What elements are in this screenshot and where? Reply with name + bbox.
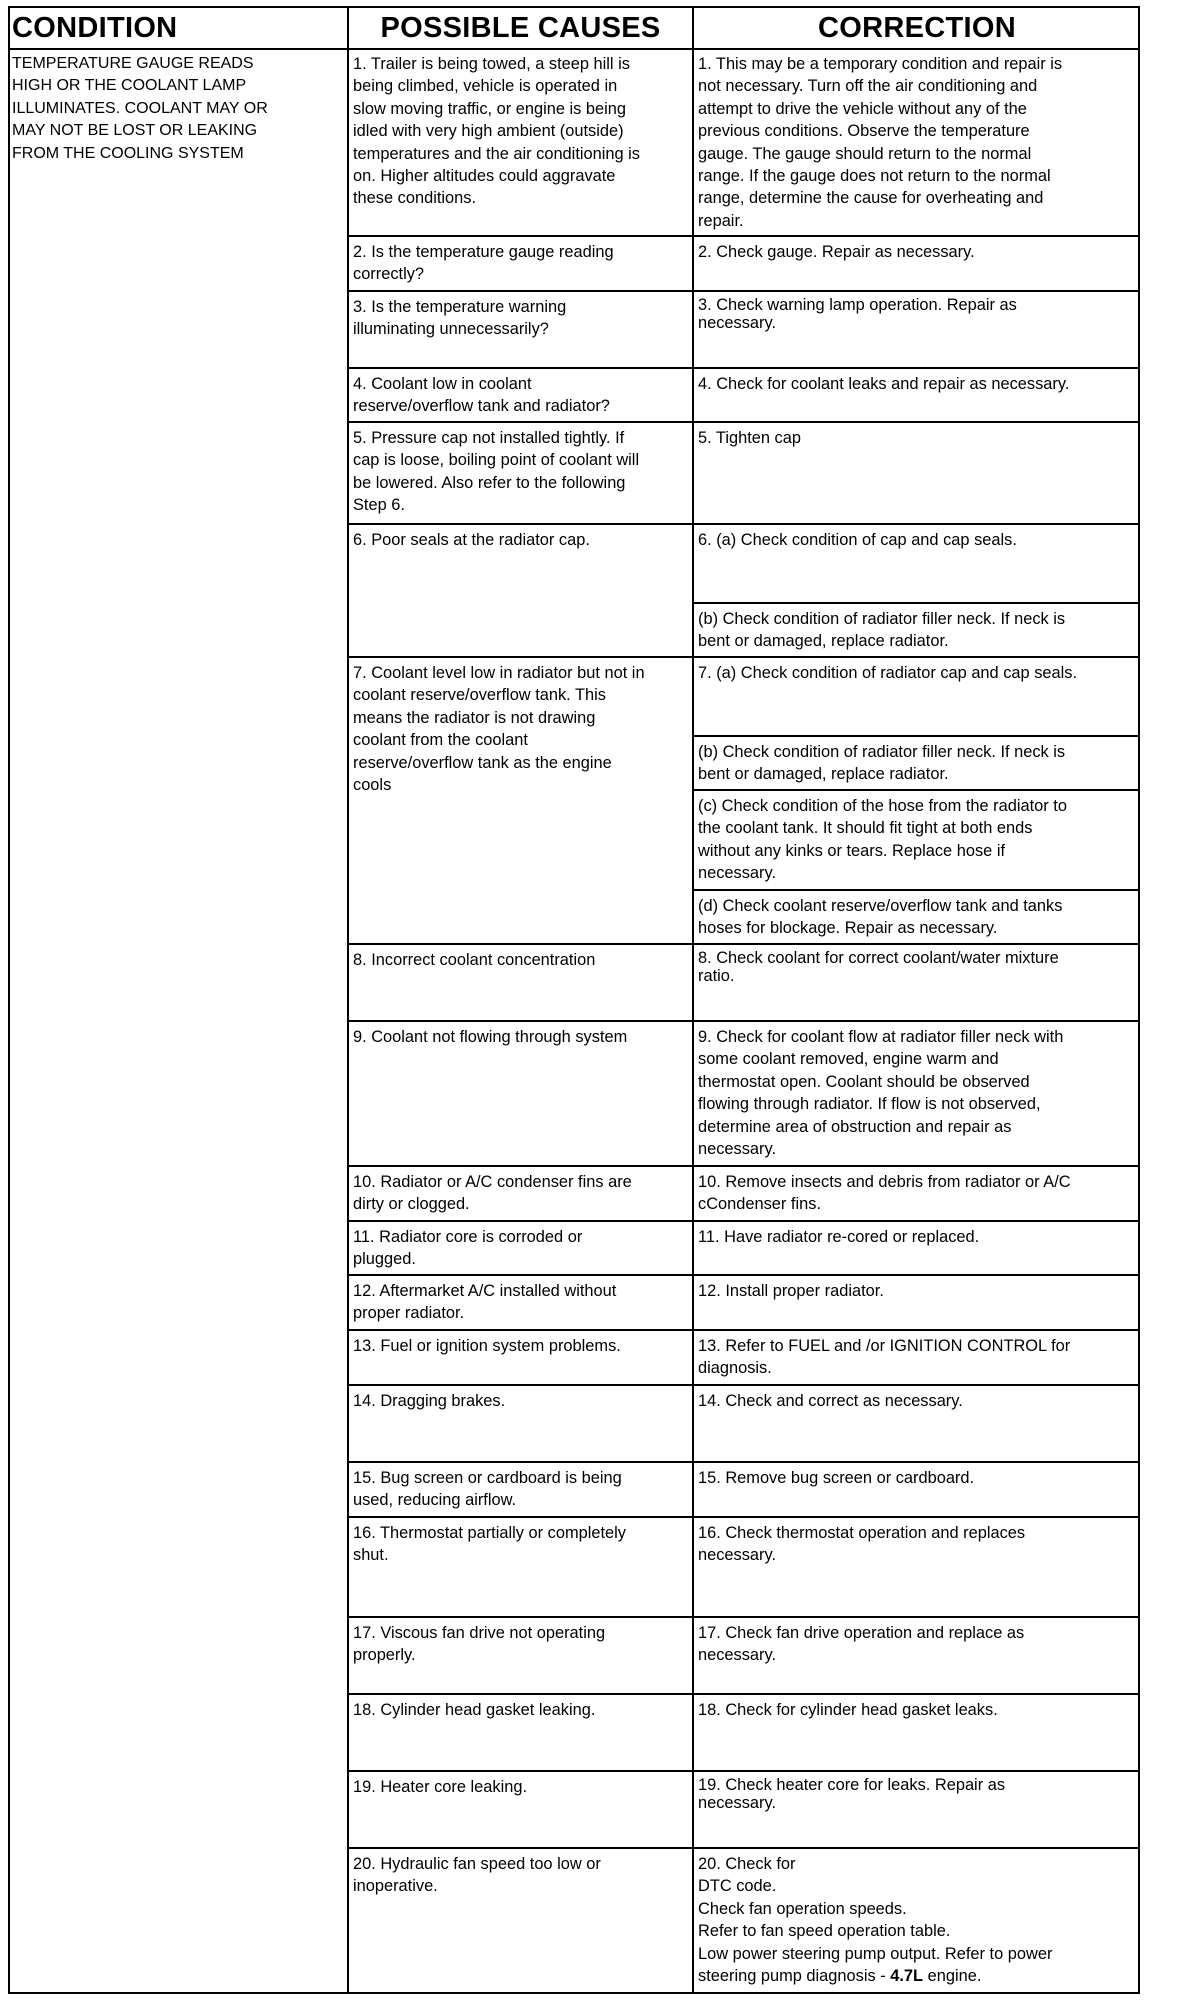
row-rule xyxy=(347,523,1138,525)
correction-8: 8. Check coolant for correct coolant/water mixture ratio. xyxy=(698,949,1059,985)
cause-16: 16. Thermostat partially or completely shut. xyxy=(353,1524,626,1565)
cause-4: 4. Coolant low in coolant reserve/overflow tank and radiator? xyxy=(353,375,610,416)
correction-7d: (d) Check coolant reserve/overflow tank and tanks hoses for blockage. Repair as necessary. xyxy=(698,897,1063,938)
row-rule xyxy=(347,943,1138,945)
correction-6a: 6. (a) Check condition of cap and cap seals. xyxy=(698,531,1017,549)
row-rule xyxy=(692,735,1138,737)
cause-6: 6. Poor seals at the radiator cap. xyxy=(353,531,590,549)
cause-3: 3. Is the temperature warning illuminating unnecessarily? xyxy=(353,298,567,339)
correction-11: 11. Have radiator re-cored or replaced. xyxy=(698,1228,980,1246)
row-rule xyxy=(347,1616,1138,1618)
row-rule xyxy=(692,889,1138,891)
correction-13: 13. Refer to FUEL and /or IGNITION CONTROL for diagnosis. xyxy=(698,1337,1071,1378)
row-rule xyxy=(347,1461,1138,1463)
correction-19: 19. Check heater core for leaks. Repair as necessary. xyxy=(698,1776,1006,1812)
correction-20 xyxy=(698,1853,1138,1987)
correction-10: 10. Remove insects and debris from radiator or A/C cCondenser fins. xyxy=(698,1173,1071,1214)
correction-3: 3. Check warning lamp operation. Repair as necessary. xyxy=(698,296,1017,332)
cause-20: 20. Hydraulic fan speed too low or inoperative. xyxy=(353,1855,601,1896)
cause-11: 11. Radiator core is corroded or plugged. xyxy=(353,1228,583,1269)
correction-20-engine: 4.7L xyxy=(890,1967,924,1986)
header-condition: CONDITION xyxy=(12,12,178,44)
row-rule xyxy=(347,1516,1138,1518)
correction-16: 16. Check thermostat operation and replaces necessary. xyxy=(698,1524,1026,1565)
correction-20-text: 20. Check for DTC code. Check fan operation speeds. Refer to fan speed operation table. Low power steering pump output. Refer to power steering pump diagnosis - xyxy=(698,1855,1053,1986)
cause-2: 2. Is the temperature gauge reading correctly? xyxy=(353,243,614,284)
cause-9: 9. Coolant not flowing through system xyxy=(353,1028,628,1046)
cause-14: 14. Dragging brakes. xyxy=(353,1392,506,1410)
correction-1: 1. This may be a temporary condition and repair is not necessary. Turn off the air conditioning and attempt to drive the vehicle without any of the previous conditions. Observe the temperature gauge. The gauge should return to the normal range. If the gauge does not return to the normal range, determine the cause for overheating and repair. xyxy=(698,55,1063,230)
correction-17: 17. Check fan drive operation and replace as necessary. xyxy=(698,1624,1025,1665)
correction-7a: 7. (a) Check condition of radiator cap and cap seals. xyxy=(698,664,1078,682)
header-rule xyxy=(10,48,1138,50)
row-rule xyxy=(347,290,1138,292)
row-rule xyxy=(347,1220,1138,1222)
cause-13: 13. Fuel or ignition system problems. xyxy=(353,1337,621,1355)
correction-14: 14. Check and correct as necessary. xyxy=(698,1392,963,1410)
cause-15: 15. Bug screen or cardboard is being used, reducing airflow. xyxy=(353,1469,622,1510)
cause-10: 10. Radiator or A/C condenser fins are dirty or clogged. xyxy=(353,1173,632,1214)
correction-18: 18. Check for cylinder head gasket leaks. xyxy=(698,1701,998,1719)
cause-18: 18. Cylinder head gasket leaking. xyxy=(353,1701,596,1719)
row-rule xyxy=(692,602,1138,604)
row-rule xyxy=(347,1329,1138,1331)
troubleshooting-table xyxy=(8,6,1140,1994)
cause-12: 12. Aftermarket A/C installed without proper radiator. xyxy=(353,1282,617,1323)
cause-7: 7. Coolant level low in radiator but not in coolant reserve/overflow tank. This means the radiator is not drawing coolant from the coolant reserve/overflow tank as the engine cools xyxy=(353,664,645,795)
correction-6b: (b) Check condition of radiator filler neck. If neck is bent or damaged, replace radiator. xyxy=(698,610,1066,651)
row-rule xyxy=(347,1384,1138,1386)
row-rule xyxy=(347,1020,1138,1022)
row-rule xyxy=(347,1693,1138,1695)
correction-7c: (c) Check condition of the hose from the radiator to the coolant tank. It should fit tight at both ends without any kinks or tears. Replace hose if necessary. xyxy=(698,797,1067,883)
row-rule xyxy=(347,1274,1138,1276)
header-correction: CORRECTION xyxy=(818,12,1016,44)
cause-8: 8. Incorrect coolant concentration xyxy=(353,951,596,969)
cause-19: 19. Heater core leaking. xyxy=(353,1778,528,1796)
cause-17: 17. Viscous fan drive not operating properly. xyxy=(353,1624,606,1665)
row-rule xyxy=(347,367,1138,369)
row-rule xyxy=(347,1165,1138,1167)
correction-7b: (b) Check condition of radiator filler neck. If neck is bent or damaged, replace radiator. xyxy=(698,743,1066,784)
row-rule xyxy=(347,1847,1138,1849)
cause-1: 1. Trailer is being towed, a steep hill is being climbed, vehicle is operated in slow moving traffic, or engine is being idled with very high ambient (outside) temperatures and the air conditioning is on. Higher altitudes could aggravate these conditions. xyxy=(353,55,641,208)
row-rule xyxy=(347,421,1138,423)
condition-text: TEMPERATURE GAUGE READS HIGH OR THE COOLANT LAMP ILLUMINATES. COOLANT MAY OR MAY NOT BE LOST OR LEAKING FROM THE COOLING SYSTEM xyxy=(12,55,268,162)
row-rule xyxy=(692,789,1138,791)
cause-5: 5. Pressure cap not installed tightly. If cap is loose, boiling point of coolant will be lowered. Also refer to the following Step 6. xyxy=(353,429,640,515)
row-rule xyxy=(347,656,1138,658)
correction-5: 5. Tighten cap xyxy=(698,429,801,447)
header-causes: POSSIBLE CAUSES xyxy=(380,12,661,44)
correction-9: 9. Check for coolant flow at radiator filler neck with some coolant removed, engine warm and thermostat open. Coolant should be observed flowing through radiator. If flow is not observed, determine area of obstruction and repair as necessary. xyxy=(698,1028,1064,1159)
correction-15: 15. Remove bug screen or cardboard. xyxy=(698,1469,975,1487)
row-rule xyxy=(347,1770,1138,1772)
correction-4: 4. Check for coolant leaks and repair as necessary. xyxy=(698,375,1070,393)
correction-2: 2. Check gauge. Repair as necessary. xyxy=(698,243,975,261)
correction-12: 12. Install proper radiator. xyxy=(698,1282,884,1300)
row-rule xyxy=(347,235,1138,237)
correction-20-suffix: engine. xyxy=(923,1967,982,1986)
